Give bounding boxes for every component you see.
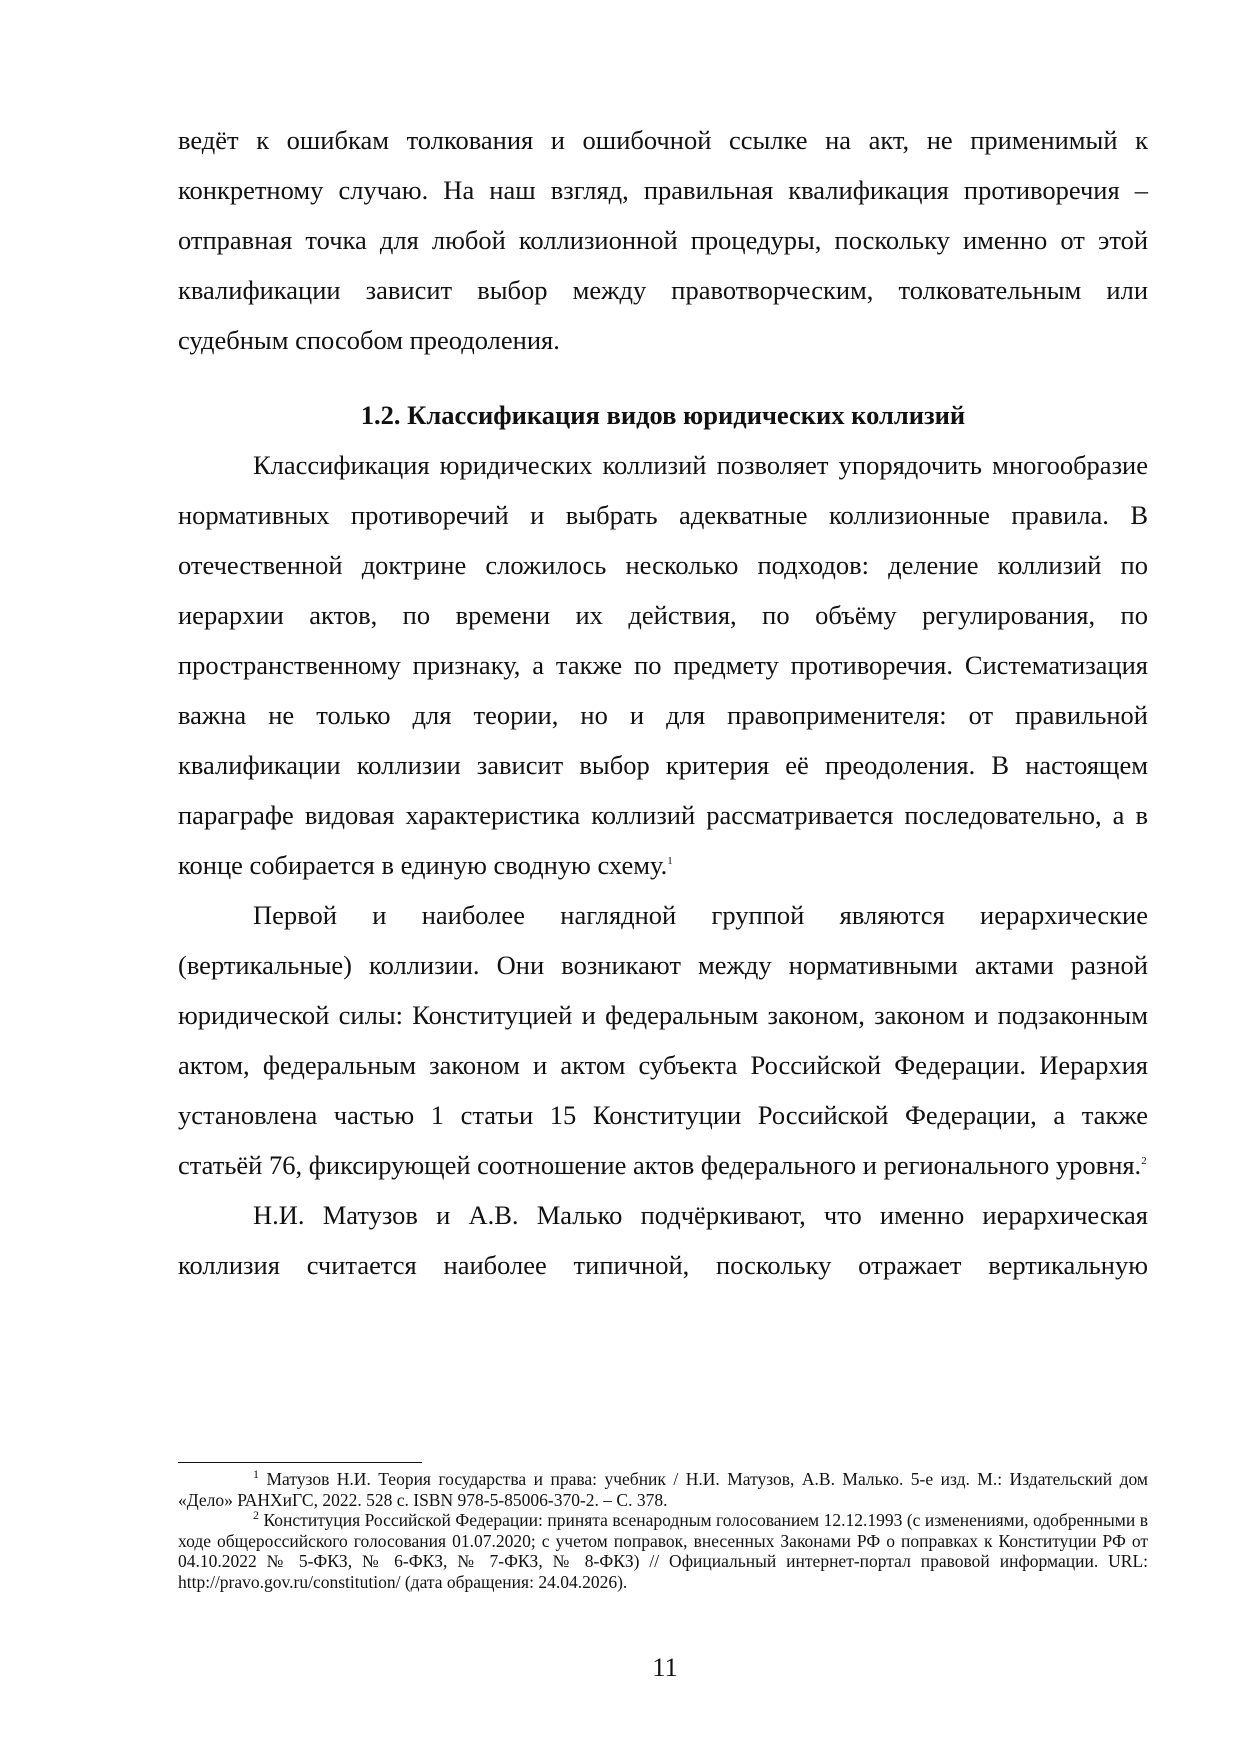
page-body bbox=[178, 115, 1148, 1290]
footnotes-section bbox=[178, 1462, 1148, 1592]
paragraph-text: Первой и наиболее наглядной группой являются иерархические (вертикальные) коллизии. Они возникают между нормативными актами разной юридической силы: Конституцией и федеральным законом, законом и подзаконным актом, федеральным законом и актом субъекта Российской Федерации. Иерархия установлена частью 1 статьи 15 Конституции Российской Федерации, а также статьёй 76, фиксирующей соотношение актов федерального и регионального уровня. bbox=[178, 900, 1148, 1180]
footnote-number: 1 bbox=[253, 1467, 259, 1482]
section-heading: 1.2. Классификация видов юридических коллизий bbox=[360, 400, 966, 430]
paragraph-hierarchical bbox=[178, 890, 1148, 1190]
footnote-separator bbox=[178, 1462, 422, 1463]
paragraph-text: Н.И. Матузов и А.В. Малько подчёркивают, что именно иерархическая коллизия считается наиболее типичной, поскольку отражает вертикальную bbox=[178, 1200, 1148, 1280]
continuation-paragraph: ведёт к ошибкам толкования и ошибочной ссылке на акт, не применимый к конкретному случаю. На наш взгляд, правильная квалификация противоречия – отправная точка для любой коллизионной процедуры, поскольку именно от этой квалификации зависит выбор между правотворческим, толковательным или судебным способом преодоления. bbox=[178, 125, 1148, 355]
page-number: 11 bbox=[652, 1652, 678, 1682]
footnote-number: 2 bbox=[253, 1508, 259, 1523]
paragraph-matuzov bbox=[178, 1190, 1148, 1290]
paragraph-classification bbox=[178, 440, 1148, 890]
footnote-1 bbox=[178, 1469, 1148, 1510]
footnote-text: Матузов Н.И. Теория государства и права: учебник / Н.И. Матузов, А.В. Малько. 5-е изд. М.: Издательский дом «Дело» РАНХиГС, 2022. 528 с. ISBN 978-5-85006-370-2. – С. 378. bbox=[178, 1469, 1148, 1510]
footnote-2 bbox=[178, 1510, 1148, 1592]
footnote-text: Конституция Российской Федерации: принята всенародным голосованием 12.12.1993 (с изменениями, одобренными в ходе общероссийского голосования 01.07.2020; с учетом поправок, внесенных Законами РФ о поправках к Конституции РФ от 04.10.2022 № 5-ФКЗ, № 6-ФКЗ, № 7-ФКЗ, № 8-ФКЗ) // Официальный интернет-портал правовой информации. URL: http://pravo.gov.ru/constitution/ (дата обращения: 24.04.2026). bbox=[178, 1510, 1148, 1592]
footnote-ref-2[interactable]: 2 bbox=[1141, 1155, 1147, 1168]
paragraph-text: Классификация юридических коллизий позволяет упорядочить многообразие нормативных противоречий и выбрать адекватные коллизионные правила. В отечественной доктрине сложилось несколько подходов: деление коллизий по иерархии актов, по времени их действия, по объёму регулирования, по пространственному признаку, а также по предмету противоречия. Систематизация важна не только для теории, но и для правоприменителя: от правильной квалификации коллизии зависит выбор критерия её преодоления. В настоящем параграфе видовая характеристика коллизий рассматривается последовательно, а в конце собирается в единую сводную схему. bbox=[178, 450, 1148, 880]
footnote-ref-1[interactable]: 1 bbox=[667, 855, 673, 868]
